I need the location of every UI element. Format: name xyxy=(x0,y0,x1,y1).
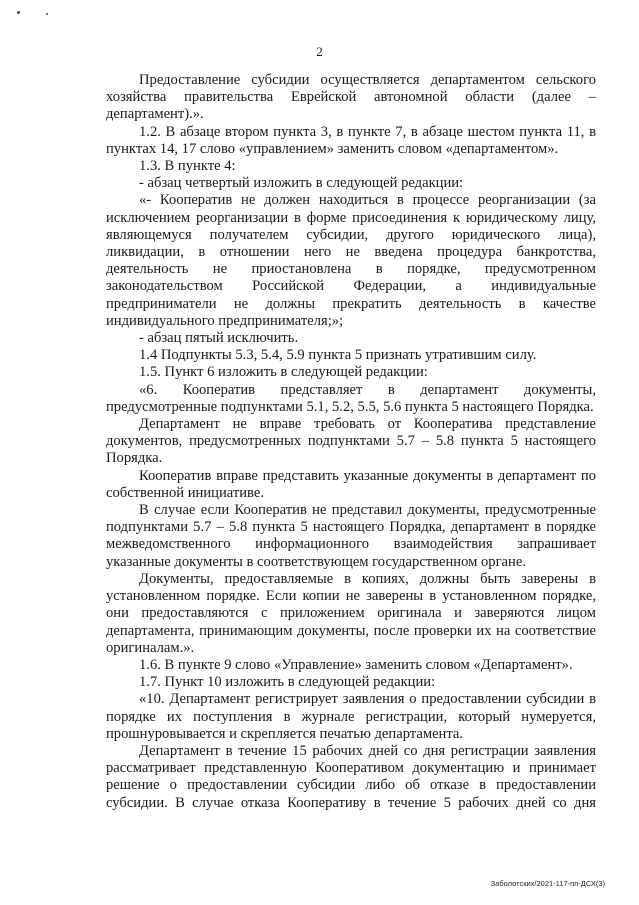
paragraph: В случае если Кооператив не представил документы, предусмотренные подпунктами 5.7 – 5.8 пункта 5 настоящего Порядка, департамент в порядке межведомственного информационного взаимодействия запрашивает указанные документы в соответствующем государственном органе. xyxy=(106,502,596,570)
paragraph: 1.4 Подпункты 5.3, 5.4, 5.9 пункта 5 признать утратившим силу. xyxy=(139,347,537,364)
paragraph: «- Кооператив не должен находиться в процессе реорганизации (за исключением реорганизации в форме присоединения к юридическому лицу, являющемуся получателем субсидии, другого юридического лица), ликвидации, в отношении него не введена процедура банкротства, деятельность не приостановлена в порядке, предусмотренном законодательством Российской Федерации, а индивидуальные предприниматели не должны прекратить деятельность в качестве индивидуального предпринимателя;»; xyxy=(106,192,596,329)
scan-speck xyxy=(46,13,48,15)
page-number: 2 xyxy=(316,44,323,59)
document-body xyxy=(106,72,596,812)
paragraph: - абзац пятый исключить. xyxy=(139,330,299,347)
scan-speck xyxy=(17,11,20,14)
paragraph: «10. Департамент регистрирует заявления о предоставлении субсидии в порядке их поступления в журнале регистрации, который нумеруется, прошнуровывается и скрепляется печатью департамента. xyxy=(106,691,596,742)
paragraph: 1.6. В пункте 9 слово «Управление» заменить словом «Департамент». xyxy=(139,656,573,673)
paragraph: Кооператив вправе представить указанные документы в департамент по собственной инициативе. xyxy=(106,467,596,501)
paragraph: Предоставление субсидии осуществляется департаментом сельского хозяйства правительства Еврейской автономной области (далее – департамент).». xyxy=(106,72,596,123)
paragraph: 1.5. Пункт 6 изложить в следующей редакции: xyxy=(139,364,428,381)
paragraph: Департамент в течение 15 рабочих дней со дня регистрации заявления рассматривает представленную Кооперативом документацию и принимает решение о предоставлении субсидии либо об отказе в предоставлении субсидии. В случае отказа Кооперативу в течение 5 рабочих дней со дня xyxy=(106,742,596,811)
document-footer-code: Заболотских/2021-117-пп-ДСХ(3) xyxy=(490,879,605,888)
paragraph: Документы, предоставляемые в копиях, должны быть заверены в установленном порядке. Если копии не заверены в установленном порядке, они предоставляются с приложением оригинала и заверяются лицом департамента, принимающим документы, после проверки их на соответствие оригиналам.». xyxy=(106,570,596,656)
paragraph: «6. Кооператив представляет в департамент документы, предусмотренные подпунктами 5.1, 5.2, 5.5, 5.6 пункта 5 настоящего Порядка. xyxy=(106,381,596,415)
paragraph: 1.3. В пункте 4: xyxy=(139,158,236,175)
paragraph: Департамент не вправе требовать от Кооператива представление документов, предусмотренных подпунктами 5.7 – 5.8 пункта 5 настоящего Порядка. xyxy=(106,416,596,467)
paragraph: - абзац четвертый изложить в следующей редакции: xyxy=(139,175,464,192)
paragraph: 1.2. В абзаце втором пункта 3, в пункте 7, в абзаце шестом пункта 11, в пунктах 14, 17 слово «управлением» заменить словом «департаментом». xyxy=(106,123,596,157)
paragraph: 1.7. Пункт 10 изложить в следующей редакции: xyxy=(139,674,436,691)
